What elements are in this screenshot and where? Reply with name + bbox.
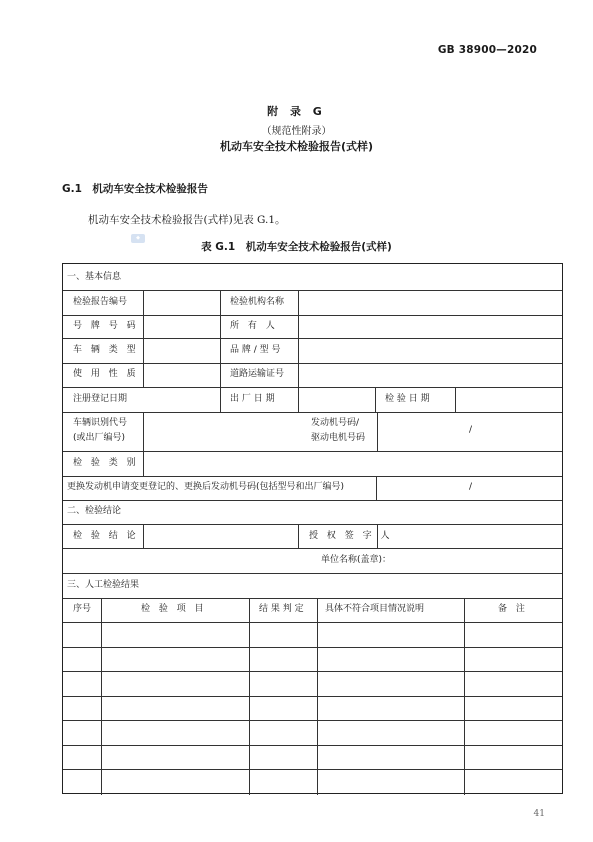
standard-code: GB 38900—2020: [437, 44, 537, 56]
appendix-subtitle: （规范性附录）: [261, 126, 332, 137]
col-header-seq: 序号: [73, 604, 92, 614]
row-divider: [63, 290, 562, 291]
watermark-stamp-icon: ◆: [131, 234, 145, 243]
row-divider: [63, 451, 562, 452]
label-engine-line2: 驱动电机号码: [311, 433, 366, 443]
table-caption: 表 G.1 机动车安全技术检验报告(式样): [201, 241, 392, 253]
col-divider: [143, 524, 144, 548]
col-divider: [101, 598, 102, 795]
row-divider: [63, 598, 562, 599]
row-divider: [63, 363, 562, 364]
section-basic-info-title: 一、基本信息: [67, 272, 122, 282]
col-header-result: 结 果 判 定: [259, 604, 304, 614]
label-vehicle-type: 车 辆 类 型: [73, 345, 139, 355]
row-divider: [63, 500, 562, 501]
col-divider: [220, 290, 221, 412]
row-divider: [63, 524, 562, 525]
col-divider: [464, 598, 465, 795]
col-divider: [376, 476, 377, 500]
section-heading: G.1 机动车安全技术检验报告: [62, 183, 208, 195]
row-divider: [63, 548, 562, 549]
appendix-title: 附 录 G: [267, 105, 326, 118]
col-header-detail: 具体不符合项目情况说明: [325, 604, 425, 614]
section-conclusion-title: 二、检验结论: [67, 506, 122, 516]
label-report-no: 检验报告编号: [73, 297, 128, 307]
row-divider: [63, 696, 562, 697]
label-use-nature: 使 用 性 质: [73, 369, 139, 379]
col-divider: [298, 524, 299, 548]
col-divider: [143, 412, 144, 476]
col-divider: [377, 412, 378, 451]
row-divider: [63, 412, 562, 413]
label-signatory: 授 权 签 字 人: [309, 531, 393, 541]
col-header-remarks: 备 注: [498, 604, 528, 614]
row-divider: [63, 476, 562, 477]
label-inspect-category: 检 验 类 别: [73, 458, 139, 468]
row-divider: [63, 573, 562, 574]
col-divider: [298, 290, 299, 412]
page-number: 41: [533, 809, 545, 819]
section-manual-results-title: 三、人工检验结果: [67, 580, 140, 590]
col-header-item: 检 验 项 目: [141, 604, 207, 614]
row-divider: [63, 338, 562, 339]
label-engine-change: 更换发动机申请变更登记的、更换后发动机号码(包括型号和出厂编号): [67, 482, 345, 492]
slash-engine-no: /: [469, 425, 473, 435]
label-vin-line1: 车辆识别代号: [73, 418, 128, 428]
row-divider: [63, 622, 562, 623]
label-conclusion: 检 验 结 论: [73, 531, 139, 541]
row-divider: [63, 769, 562, 770]
label-factory-date: 出 厂 日 期: [230, 394, 275, 404]
col-divider: [317, 598, 318, 795]
row-divider: [63, 720, 562, 721]
report-form-table: [62, 263, 563, 794]
label-brand-model: 品 牌 / 型 号: [230, 345, 281, 355]
row-divider: [63, 387, 562, 388]
col-divider: [143, 290, 144, 387]
row-divider: [63, 671, 562, 672]
row-divider: [63, 745, 562, 746]
label-road-permit: 道路运输证号: [230, 369, 285, 379]
label-engine-line1: 发动机号码/: [311, 418, 360, 428]
label-inspect-date: 检 验 日 期: [385, 394, 430, 404]
body-paragraph: 机动车安全技术检验报告(式样)见表 G.1。: [88, 214, 286, 226]
slash-engine-change: /: [469, 482, 473, 492]
label-reg-date: 注册登记日期: [73, 394, 128, 404]
appendix-name: 机动车安全技术检验报告(式样): [219, 140, 374, 153]
label-owner: 所 有 人: [230, 321, 278, 331]
row-divider: [63, 315, 562, 316]
label-vin-line2: (或出厂编号): [73, 433, 126, 443]
col-divider: [375, 387, 376, 412]
col-divider: [249, 598, 250, 795]
label-unit-name-seal: 单位名称(盖章)：: [321, 555, 392, 565]
label-plate-no: 号 牌 号 码: [73, 321, 139, 331]
col-divider: [455, 387, 456, 412]
row-divider: [63, 647, 562, 648]
label-org-name: 检验机构名称: [230, 297, 285, 307]
